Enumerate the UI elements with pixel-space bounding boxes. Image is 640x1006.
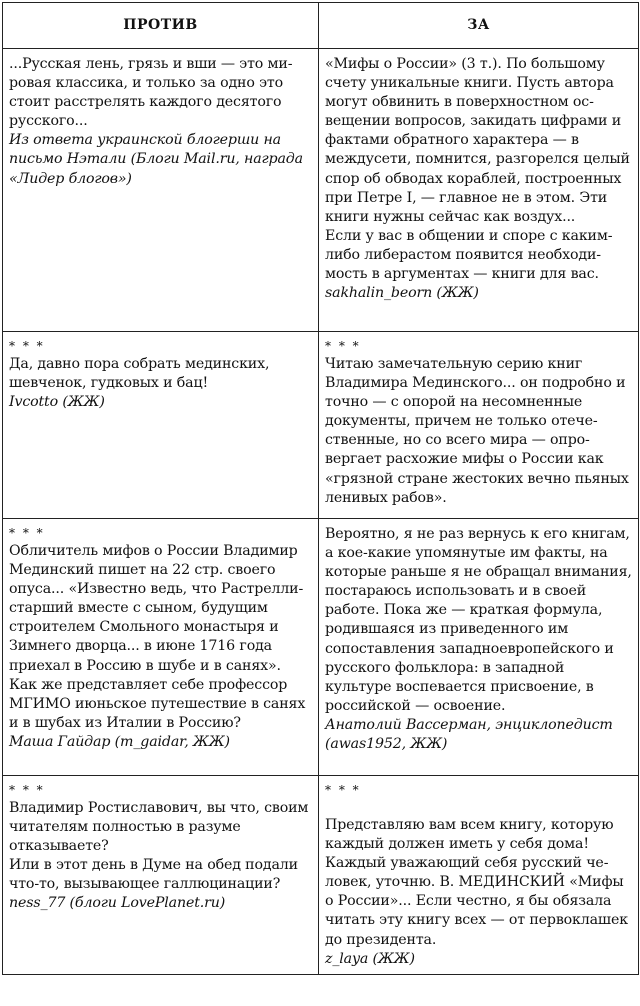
separator-stars: * * *	[9, 526, 45, 540]
pro-contra-table	[2, 2, 639, 975]
quote-text: «Мифы о России» (3 т.). По большому счету уникальные книги. Пусть автора могут обвинить в поверхностном освещении вопросов, закидать цифрами и фактами обратного характера — в междусети, помнится, разгорелся целый спор об обводах кораблей, построенных при Петре I, — главное не в этом. Эти книги нужны сейчас как воздух...	[325, 56, 630, 225]
against-cell	[3, 332, 319, 519]
against-cell	[3, 49, 319, 332]
quote-source: Из ответа украинской блогерши на письмо Нэтали (Блоги Mail.ru, награда «Лидер блогов»)	[9, 132, 303, 187]
quote-text-continued: Или в этот день в Думе на обед подали что-то, вызывающее галлюцинации?	[9, 857, 298, 893]
table-row	[3, 332, 639, 519]
against-cell	[3, 776, 319, 975]
spacer	[325, 799, 632, 816]
quote-text: Владимир Ростиславович, вы что, своим читателям полностью в разуме отказываете?	[9, 800, 309, 855]
separator-stars: * * *	[9, 339, 45, 353]
quote-text: ...Русская лень, грязь и вши — это мировая классика, и только за одно это стоит расстрелять каждого десятого русского...	[9, 56, 293, 130]
for-column-header: ЗА	[319, 3, 639, 49]
table-row	[3, 776, 639, 975]
for-cell	[319, 49, 639, 332]
quote-source: z_laya (ЖЖ)	[325, 950, 415, 967]
quote-text-continued: Если у вас в общении и споре с каким-либо либерастом появится необходимость в аргументах — книги для вас.	[325, 227, 613, 283]
against-column-header: ПРОТИВ	[3, 3, 319, 49]
table-row	[3, 519, 639, 776]
quote-source: sakhalin_beorn (ЖЖ)	[325, 285, 479, 302]
against-cell	[3, 519, 319, 776]
for-cell	[319, 519, 639, 776]
quote-source: Анатолий Вассерман, энциклопедист (awas1952, ЖЖ)	[325, 716, 613, 753]
quote-text: Да, давно пора собрать мединских, шевченок, гудковых и бац!	[9, 356, 270, 392]
quote-text: Обличитель мифов о России Владимир Мединский пишет на 22 стр. своего опуса... «Известно ведь, что Растрелли-старший вместе с сыном, будущим строителем Смольного монастыря и Зимнего дворца... в июне 1716 года приехал в Россию в шубе и в санях». Как же представляет себе профессор МГИМО июньское путешествие в санях и в шубах из Италии в Россию?	[9, 543, 306, 731]
for-cell	[319, 776, 639, 975]
quote-text: Представляю вам всем книгу, которую каждый должен иметь у себя дома! Каждый уважающий себя русский человек, уточню. В. МЕДИНСКИЙ «Мифы о России»... Если честно, я бы обязала читать эту книгу всех — от первоклашек до президента.	[325, 817, 628, 948]
quote-source: Маша Гайдар (m_gaidar, ЖЖ)	[9, 733, 230, 750]
separator-stars: * * *	[325, 339, 361, 353]
quote-text: Вероятно, я не раз вернусь к его книгам, а кое-какие упомянутые им факты, на которые раньше я не обращал внимания, постараюсь использовать и в своей работе. Пока же — краткая формула, родившаяся из приведенного им сопоставления западноевропейского и русского фольклора: в западной культуре воспевается присвоение, в российской — освоение.	[325, 526, 632, 714]
quote-source: ness_77 (блоги LovePlanet.ru)	[9, 895, 226, 912]
separator-stars: * * *	[9, 783, 45, 797]
table-header-row	[3, 3, 639, 49]
quote-text: Читаю замечательную серию книг Владимира Мединского... он подробно и точно — с опорой на несомненные документы, причем не только отечественные, но со всего мира — опровергает расхожие мифы о России как «грязной стране жестоких вечно пьяных ленивых рабов».	[325, 356, 629, 506]
table-row	[3, 49, 639, 332]
for-cell	[319, 332, 639, 519]
quote-source: Ivcotto (ЖЖ)	[9, 394, 105, 411]
separator-stars: * * *	[325, 783, 361, 797]
